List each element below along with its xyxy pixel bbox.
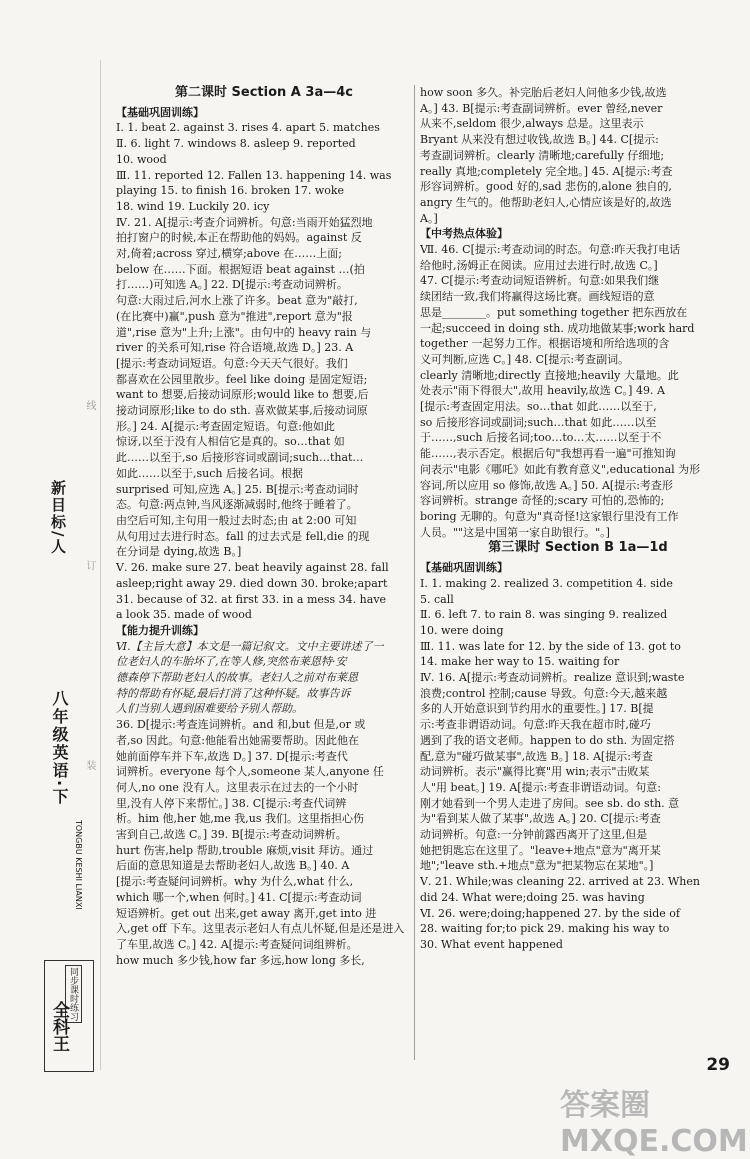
answer-line: 她把钥匙忘在这里了。"leave+地点"意为"离开某 (420, 843, 661, 857)
brand-sub: 同步课时练习 (65, 965, 82, 1023)
answer-line: 都喜欢在公园里散步。feel like doing 是固定短语; (116, 372, 368, 386)
cut-mark-1: 线 (84, 400, 95, 410)
answer-line: 惊讶,以至于没有人相信它是真的。so…that 如 (116, 435, 345, 449)
answer-line: Ⅴ. 26. make sure 27. beat heavily against 28. fall (116, 561, 389, 575)
answer-line: 从句用过去进行时态。fall 的过去式是 fell,die 的现 (116, 529, 370, 543)
answer-line: 何人,no one 没有人。这里表示在过去的一个小时 (116, 780, 359, 794)
answer-line: 析。him 他,her 她,me 我,us 我们。这里指担心伤 (116, 812, 365, 826)
answer-line: 浪费;control 控制;cause 导致。句意:今天,越来越 (420, 686, 668, 700)
answer-line: 容词,所以应用 so 修饰,故选 A。] 50. A[提示:考查形 (420, 478, 673, 492)
answer-line: Ⅰ. 1. making 2. realized 3. competition 4. side (420, 576, 673, 590)
answer-line: asleep;right away 29. died down 30. broke;apart (116, 576, 388, 590)
answer-line: 道",rise 意为"上升;上涨"。由句中的 heavy rain 与 (116, 325, 372, 339)
binding-line (100, 60, 101, 1070)
answer-line: Ⅱ. 6. light 7. windows 8. asleep 9. reported (116, 137, 356, 151)
answer-line: 从来不,seldom 很少,always 总是。这里表示 (420, 117, 644, 131)
answer-line: Ⅳ. 21. A[提示:考查介词辨析。句意:当雨开始猛烈地 (116, 215, 373, 229)
answer-line: 问表示"电影《哪吒》如此有教育意义",educational 为形 (420, 462, 701, 476)
answer-line: 地";"leave sth.+地点"意为"把某物忘在某地"。] (420, 859, 654, 873)
answer-line: 多的人开始意识到节约用水的重要性。] 17. B[提 (420, 702, 654, 716)
answer-line: 接动词原形;like to do sth. 喜欢做某事,后接动词原 (116, 404, 368, 418)
answer-line: 一起;succeed in doing sth. 成功地做某事;work hard (420, 321, 695, 335)
answer-line: Ⅳ. 16. A[提示:考查动词辨析。realize 意识到;waste (420, 671, 685, 685)
answer-line: 47. C[提示:考查动词短语辨析。句意:如果我们继 (420, 274, 660, 288)
answer-line: 考查副词辨析。clearly 清晰地;carefully 仔细地; (420, 148, 665, 162)
answer-line: 处表示"雨下得很大",故用 heavily,故选 C。] 49. A (420, 384, 665, 398)
answer-line: 入,get off 下车。这里表示老妇人有点儿怀疑,但是还是进入 (116, 922, 405, 936)
answer-line: 在分词是 dying,故选 B。] (116, 545, 242, 559)
answer-line: Ⅲ. 11. was late for 12. by the side of 13. got to (420, 639, 681, 653)
answer-line: 她前面停车并下车,故选 D。] 37. D[提示:考查代 (116, 749, 348, 763)
answer-line: 者,so 因此。句意:他能看出她需要帮助。因此他在 (116, 733, 359, 747)
answer-line: want to 想要,后接动词原形;would like to 想要,后 (116, 388, 369, 402)
cut-mark-2: 订 (84, 560, 95, 570)
answer-line: [提示:考查动词短语。句意:今天天气很好。我们 (116, 356, 348, 370)
answer-line: 配,意为"碰巧做某事",故选 B。] 18. A[提示:考查 (420, 749, 653, 763)
answer-line: 给他时,汤姆正在阅读。应用过去进行时,故选 C。] (420, 258, 658, 272)
answer-line: [提示:考查疑问词辨析。why 为什么,what 什么, (116, 875, 354, 889)
answer-line: 续团结一致,我们将赢得这场比赛。画线短语的意 (420, 290, 655, 304)
answer-line: Ⅵ. 26. were;doing;happened 27. by the side of (420, 906, 680, 920)
answer-line: 人们当别人遇到困难要给予别人帮助。 (116, 702, 303, 716)
answer-line: 害到自己,故选 C。] 39. B[提示:考查动词辨析。 (116, 828, 347, 842)
answer-line: 句意:大雨过后,河水上涨了许多。beat 意为"敲打, (116, 294, 358, 308)
answer-line: 对,倚着;across 穿过,横穿;above 在……上面; (116, 247, 342, 261)
section-heading: 第三课时 Section B 1a—1d (488, 540, 668, 556)
answer-line: 此……以至于,so 后接形容词或副词;such…that… (116, 451, 364, 465)
answer-line: Ⅰ. 1. beat 2. against 3. rises 4. apart 5. matches (116, 121, 380, 135)
section-tag: 【能力提升训练】 (116, 623, 204, 637)
answer-line: Ⅴ. 21. While;was cleaning 22. arrived at 23. When (420, 875, 700, 889)
answer-line: 后面的意思知道是去帮助老妇人,故选 B。] 40. A (116, 859, 350, 873)
answer-line: angry 生气的。他帮助老妇人,心情应该是好的,故选 (420, 195, 672, 209)
answer-line: 义可判断,应选 C。] 48. C[提示:考查副词。 (420, 352, 630, 366)
answer-line: 31. because of 32. at first 33. in a mess 34. have (116, 592, 387, 606)
answer-line: how soon 多久。补完胎后老妇人问他多少钱,故选 (420, 86, 667, 99)
page-number: 29 (706, 1055, 730, 1075)
brand-name: 全科王 (49, 1001, 69, 1052)
answer-line: 10. wood (116, 152, 167, 166)
answer-line: hurt 伤害,help 帮助,trouble 麻烦,visit 拜访。通过 (116, 843, 374, 857)
section-tag: 【中考热点体验】 (420, 227, 508, 241)
answer-line: boring 无聊的。句意为"真奇怪!这家银行里没有工作 (420, 509, 679, 523)
answer-line: [提示:考查固定用法。so…that 如此……以至于, (420, 400, 657, 414)
section-tag: 【基础巩固训练】 (420, 561, 508, 575)
section-tag: 【基础巩固训练】 (116, 105, 204, 119)
watermark: 答案圈 MXQE.COM (560, 1088, 748, 1159)
answer-line: 于……,such 后接名词;too…to…太……以至于不 (420, 431, 662, 445)
edition-label: 新目标/人 (49, 480, 67, 556)
answer-line: 容词辨析。strange 奇怪的;scary 可怕的,恐怖的; (420, 494, 665, 508)
answer-line: did 24. What were;doing 25. was having (420, 890, 645, 904)
answer-line: 为"看到某人做了某事",故选 A。] 20. C[提示:考查 (420, 812, 661, 826)
answer-line: 思是________。put something together 把东西放在 (420, 305, 688, 319)
answer-column-right (420, 85, 736, 953)
answer-line: 18. wind 19. Luckily 20. icy (116, 199, 270, 213)
answer-line: 36. D[提示:考查连词辨析。and 和,but 但是,or 或 (116, 718, 366, 732)
answer-line: 态。句意:两点钟,当风逐渐减弱时,他终于睡着了。 (116, 498, 358, 512)
answer-line: 刚才她看到一个男人走进了房间。see sb. do sth. 意 (420, 796, 680, 810)
answer-line: together 一起努力工作。根据语境和所给选项的含 (420, 337, 670, 351)
answer-line: 遇到了我的语文老师。happen to do sth. 为固定搭 (420, 733, 675, 747)
answer-line: 打……)可知选 A。] 22. D[提示:考查动词辨析。 (116, 278, 348, 292)
answer-line: 14. make her way to 15. waiting for (420, 655, 620, 669)
answer-line: 动词辨析。句意:一分钟前露西离开了这里,但是 (420, 828, 648, 842)
answer-line: A。] 43. B[提示:考查副词辨析。ever 曾经,never (420, 101, 663, 115)
answer-line: 能……,表示否定。根据后句"我想再看一遍"可推知询 (420, 447, 676, 461)
answer-line: 词辨析。everyone 每个人,someone 某人,anyone 任 (116, 765, 384, 779)
answer-line: 如此……以至于,such 后接名词。根据 (116, 466, 303, 480)
section-heading: 第二课时 Section A 3a—4c (175, 85, 353, 100)
answer-line: a look 35. made of wood (116, 608, 252, 622)
answer-line: river 的关系可知,rise 符合语境,故选 D。] 23. A (116, 341, 354, 355)
answer-column-left (116, 85, 412, 968)
answer-line: 人"用 beat。] 19. A[提示:考查非谓语动词。句意: (420, 780, 662, 794)
column-divider (414, 85, 415, 1060)
answer-line: 28. waiting for;to pick 29. making his way to (420, 922, 670, 936)
answer-line: how much 多少钱,how far 多远,how long 多长, (116, 953, 365, 967)
answer-line: 了车里,故选 C。] 42. A[提示:考查疑问词组辨析。 (116, 937, 358, 951)
brand-en: TONGBU KESHI LIANXI (74, 820, 83, 910)
answer-line: 特的帮助有怀疑,最后打消了这种怀疑。故事告诉 (116, 686, 351, 700)
answer-line: Ⅱ. 6. left 7. to rain 8. was singing 9. realized (420, 608, 668, 622)
answer-line: 人员。""这是中国第一家自助银行。"。] (420, 525, 610, 539)
answer-line: Bryant 从来没有想过收钱,故选 B。] 44. C[提示: (420, 133, 659, 147)
answer-line: 形。] 24. A[提示:考查固定短语。句意:他如此 (116, 419, 335, 433)
answer-line: 30. What event happened (420, 937, 563, 951)
answer-line: 动词辨析。表示"赢得比赛"用 win;表示"击败某 (420, 765, 650, 779)
answer-line: clearly 清晰地;directly 直接地;heavily 大量地。此 (420, 368, 679, 382)
answer-line: 示:考查非谓语动词。句意:昨天我在超市时,碰巧 (420, 718, 651, 732)
answer-line: 由空后可知,主句用一般过去时态;由 at 2:00 可知 (116, 513, 357, 527)
answer-line: 德森停下帮助老妇人的故事。老妇人之前对布莱恩 (116, 671, 358, 685)
answer-line: 短语辨析。get out 出来,get away 离开,get into 进 (116, 906, 377, 920)
answer-line: Ⅲ. 11. reported 12. Fallen 13. happening 14. was (116, 168, 392, 182)
answer-line: Ⅵ.【主旨大意】本文是一篇记叙文。文中主要讲述了一 (116, 639, 384, 653)
answer-line: Ⅶ. 46. C[提示:考查动词的时态。句意:昨天我打电话 (420, 243, 681, 257)
book-title: 八年级英语·下 (50, 690, 69, 807)
answer-line: really 真地;completely 完全地。] 45. A[提示:考查 (420, 164, 673, 178)
answer-line: A。] (420, 211, 438, 225)
answer-line: playing 15. to finish 16. broken 17. woke (116, 184, 345, 198)
answer-line: surprised 可知,应选 A。] 25. B[提示:考查动词时 (116, 482, 359, 496)
answer-line: 10. were doing (420, 623, 504, 637)
answer-line: 形容词辨析。good 好的,sad 悲伤的,alone 独自的, (420, 180, 672, 194)
answer-line: 位老妇人的车胎坏了,在等人修,突然布莱恩特·安 (116, 655, 347, 669)
brand-logo (44, 960, 94, 1072)
cut-mark-3: 装 (84, 760, 95, 770)
answer-line: 5. call (420, 592, 454, 606)
answer-line: 里,没有人停下来帮忙。] 38. C[提示:考查代词辨 (116, 796, 347, 810)
answer-line: so 后接形容词或副词;such…that 如此……以至 (420, 415, 657, 429)
answer-line: which 哪一个,when 何时。] 41. C[提示:考查动词 (116, 890, 362, 904)
answer-line: below 在……下面。根据短语 beat against …(拍 (116, 262, 365, 276)
answer-line: (在比赛中)赢",push 意为"推进",report 意为"报 (116, 309, 353, 323)
answer-line: 拍打窗户的时候,本正在帮助他的妈妈。against 反 (116, 231, 362, 245)
